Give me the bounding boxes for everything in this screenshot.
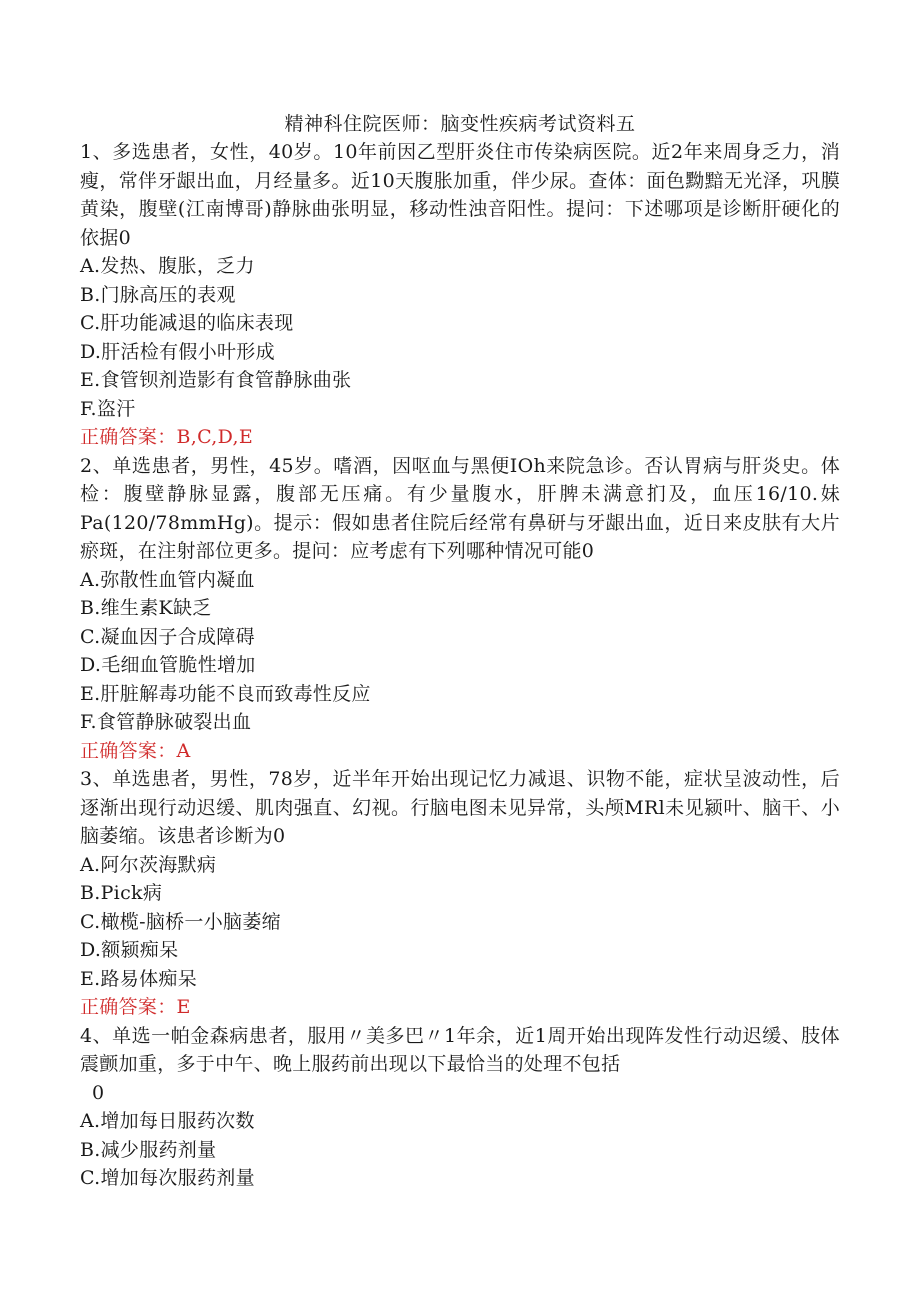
option: A.发热、腹胀，乏力: [80, 255, 255, 277]
correct-answer: [80, 423, 840, 452]
option: A.弥散性血管内凝血: [80, 568, 255, 591]
correct-answer: [80, 737, 840, 766]
answer-value: A: [176, 739, 191, 762]
question-stem: 4、单选一帕金森病患者，服用〃美多巴〃1年余，近1周开始出现阵发性行动迟缓、肢体震颤加重，多于中午、晚上服药前出现以下最恰当的处理不包括: [80, 1024, 840, 1075]
page-title: 精神科住院医师：脑变性疾病考试资料五: [284, 113, 636, 135]
option: D.肝活检有假小叶形成: [80, 340, 275, 363]
option: F.食管静脉破裂出血: [80, 711, 252, 733]
option: D.额颍痴呆: [80, 939, 179, 961]
correct-answer: [80, 993, 840, 1022]
question-stem: 3、单选患者，男性，78岁，近半年开始出现记忆力减退、识物不能，症状呈波动性，后逐渐出现行动迟缓、肌肉强直、幻视。行脑电图未见异常，头颅MRl未见颍叶、脑干、小脑萎缩。该患者诊断为0: [80, 768, 840, 847]
option: E.肝脏解毒功能不良而致毒性反应: [80, 682, 371, 705]
question-4: [80, 1022, 840, 1193]
option: C.肝功能减退的临床表现: [80, 312, 294, 334]
question-stem: 1、多选患者，女性，40岁。10年前因乙型肝炎住市传染病医院。近2年来周身乏力，消瘦，常伴牙龈出血，月经量多。近10天腹胀加重，伴少尿。查体：面色黝黯无光泽，巩膜黄染，腹壁(江南博哥)静脉曲张明显，移动性浊音阳性。提问：下述哪项是诊断肝硬化的依据0: [80, 141, 840, 249]
answer-label: 正确答案：: [80, 996, 177, 1018]
stem-trail: 0: [92, 1081, 105, 1104]
question-list: [80, 138, 840, 1193]
option: C.橄榄-脑桥一小脑萎缩: [80, 910, 281, 933]
option: E.路易体痴呆: [80, 967, 198, 990]
option: B.门脉高压的表观: [80, 283, 236, 306]
answer-value: B,C,D,E: [176, 426, 253, 448]
option: D.毛细血管脆性增加: [80, 654, 256, 676]
option: E.食管钡剂造影有食管静脉曲张: [80, 369, 352, 391]
option: C.凝血因子合成障碍: [80, 625, 255, 648]
option: F.盗汗: [80, 397, 136, 420]
option: B.维生素K缺乏: [80, 597, 212, 619]
question-stem: 2、单选患者，男性，45岁。嗜酒，因呕血与黑便IOh来院急诊。否认胃病与肝炎史。体检：腹壁静脉显露，腹部无压痛。有少量腹水，肝脾未满意扪及，血压16/10.妹Pa(120/78mmHg)。提示：假如患者住院后经常有鼻研与牙龈出血，近日来皮肤有大片瘀斑，在注射部位更多。提问：应考虑有下列哪种情况可能0: [80, 454, 840, 562]
option: B.减少服药剂量: [80, 1138, 217, 1161]
answer-label: 正确答案：: [80, 739, 177, 762]
question-1: [80, 138, 840, 452]
option: C.增加每次服药剂量: [80, 1167, 255, 1189]
option: A.增加每日服药次数: [80, 1110, 255, 1132]
question-2: [80, 452, 840, 766]
answer-value: E: [176, 996, 191, 1018]
question-3: [80, 765, 840, 1022]
option: A.阿尔茨海默病: [80, 853, 217, 876]
option: B.Pick病: [80, 882, 163, 904]
question-stem-trail: [80, 1079, 840, 1108]
answer-label: 正确答案：: [80, 426, 177, 448]
